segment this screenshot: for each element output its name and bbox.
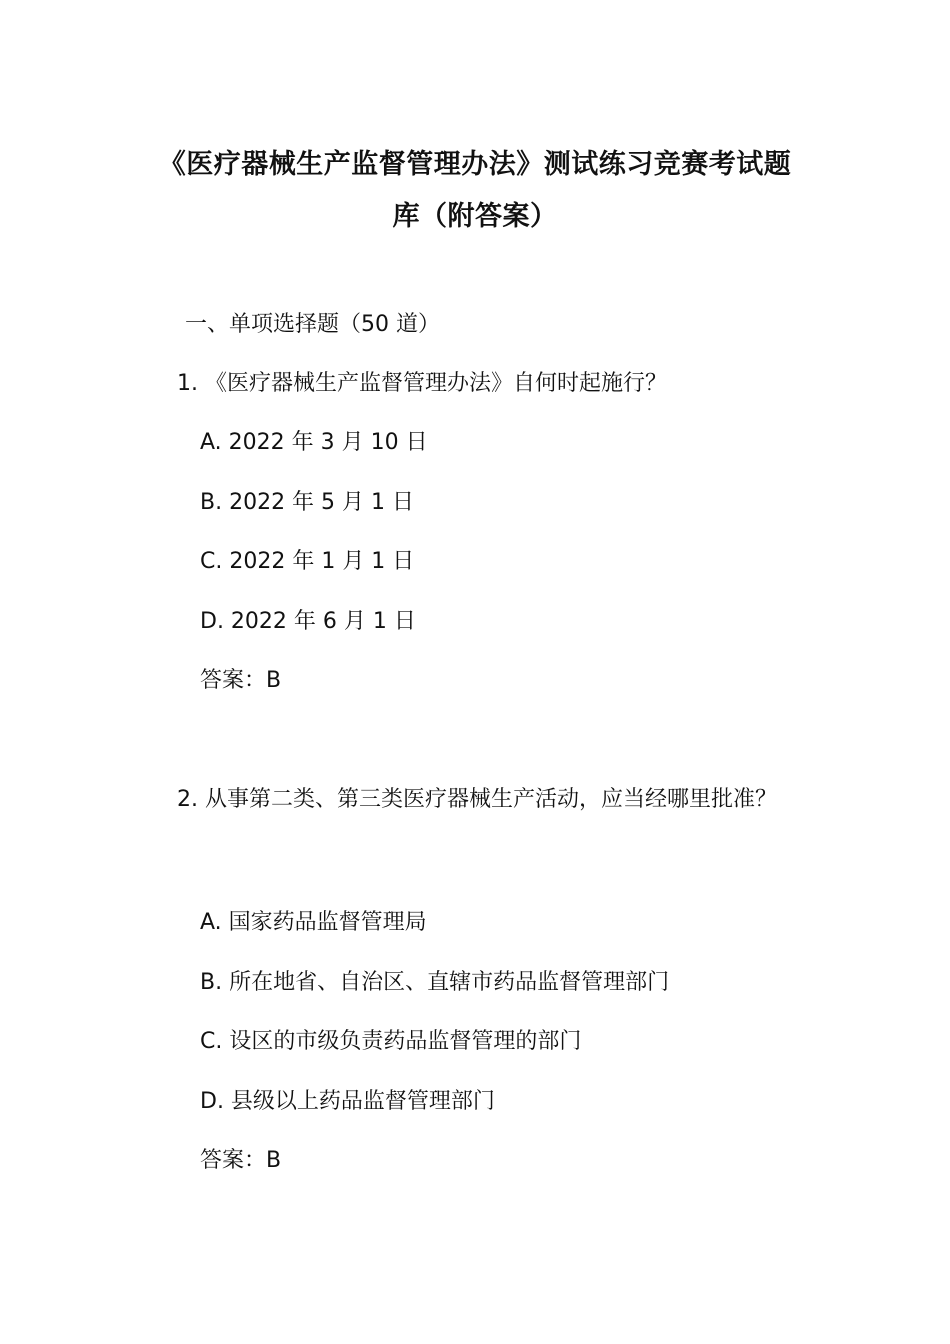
document-title-line-2: 库（附答案） xyxy=(392,201,558,232)
question-1-option-a: A. 2022 年 3 月 10 日 xyxy=(200,430,428,455)
question-2-answer: 答案：B xyxy=(200,1148,282,1173)
document-title-line-1: 《医疗器械生产监督管理办法》测试练习竞赛考试题 xyxy=(158,149,792,180)
question-2-stem: 2. 从事第二类、第三类医疗器械生产活动，应当经哪里批准？ xyxy=(177,787,777,812)
question-1-option-c: C. 2022 年 1 月 1 日 xyxy=(200,549,415,574)
question-1-option-b: B. 2022 年 5 月 1 日 xyxy=(200,490,415,515)
section-heading: 一、单项选择题（50 道） xyxy=(185,312,440,337)
question-2-option-a: A. 国家药品监督管理局 xyxy=(200,910,427,935)
question-1-answer: 答案：B xyxy=(200,668,282,693)
question-2-option-d: D. 县级以上药品监督管理部门 xyxy=(200,1089,495,1114)
question-2-option-b: B. 所在地省、自治区、直辖市药品监督管理部门 xyxy=(200,970,670,995)
question-1-stem: 1. 《医疗器械生产监督管理办法》自何时起施行？ xyxy=(177,371,667,396)
question-1-option-d: D. 2022 年 6 月 1 日 xyxy=(200,609,416,634)
question-2-option-c: C. 设区的市级负责药品监督管理的部门 xyxy=(200,1029,582,1054)
